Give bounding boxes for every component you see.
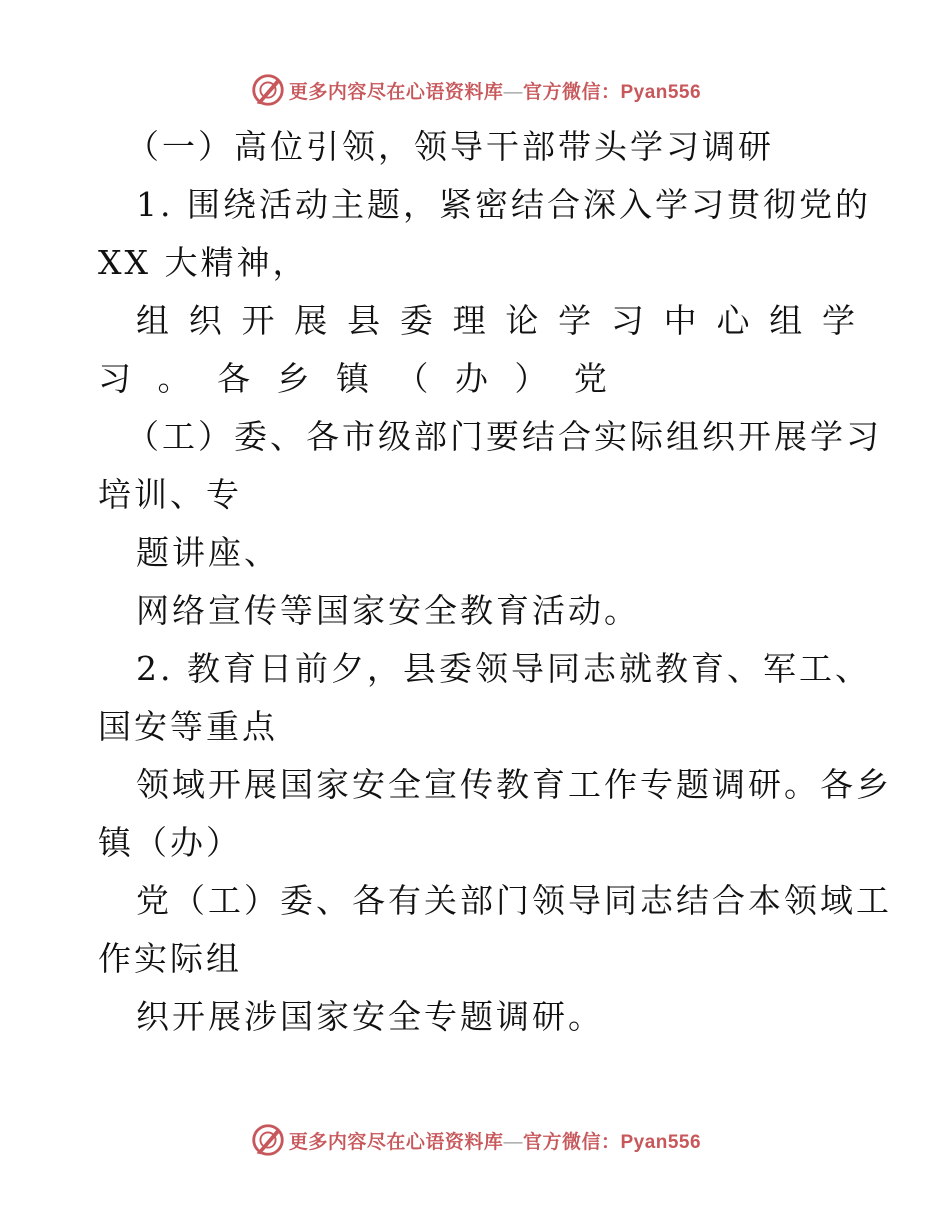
text-line: 国安等重点 [98,707,278,746]
header-watermark [0,70,950,110]
text-line: （工）委、各市级部门要结合实际组织开展学习 [126,417,882,456]
text-line: 1. 围绕活动主题，紧密结合深入学习贯彻党的 [136,185,871,224]
document-body [98,118,892,1046]
quill-logo-icon [249,71,287,109]
text-line: 党（工）委、各有关部门领导同志结合本领域工 [136,881,892,920]
footer-watermark [0,1120,950,1160]
text-line: 作实际组 [98,939,242,978]
text-line: 培训、专 [98,475,242,514]
text-line: 领域开展国家安全宣传教育工作专题调研。各乡 [136,765,892,804]
text-line: 题讲座、 [136,533,280,572]
quill-logo-icon [249,1121,287,1159]
text-line: 组 织 开 展 县 委 理 论 学 习 中 心 组 学 [136,301,858,340]
heading-1: （一）高位引领，领导干部带头学习调研 [126,127,774,166]
text-line: XX 大精神， [98,243,309,282]
text-line: 网络宣传等国家安全教育活动。 [136,591,640,630]
text-line: 2. 教育日前夕，县委领导同志就教育、军工、 [136,649,871,688]
text-line: 镇（办） [98,823,242,862]
text-line: 织开展涉国家安全专题调研。 [136,997,604,1036]
text-line: 习 。 各 乡 镇 （ 办 ） 党 [98,359,615,398]
watermark-text: 更多内容尽在心语资料库—官方微信：Pyan556 [288,1131,702,1153]
watermark-text: 更多内容尽在心语资料库—官方微信：Pyan556 [288,81,702,103]
